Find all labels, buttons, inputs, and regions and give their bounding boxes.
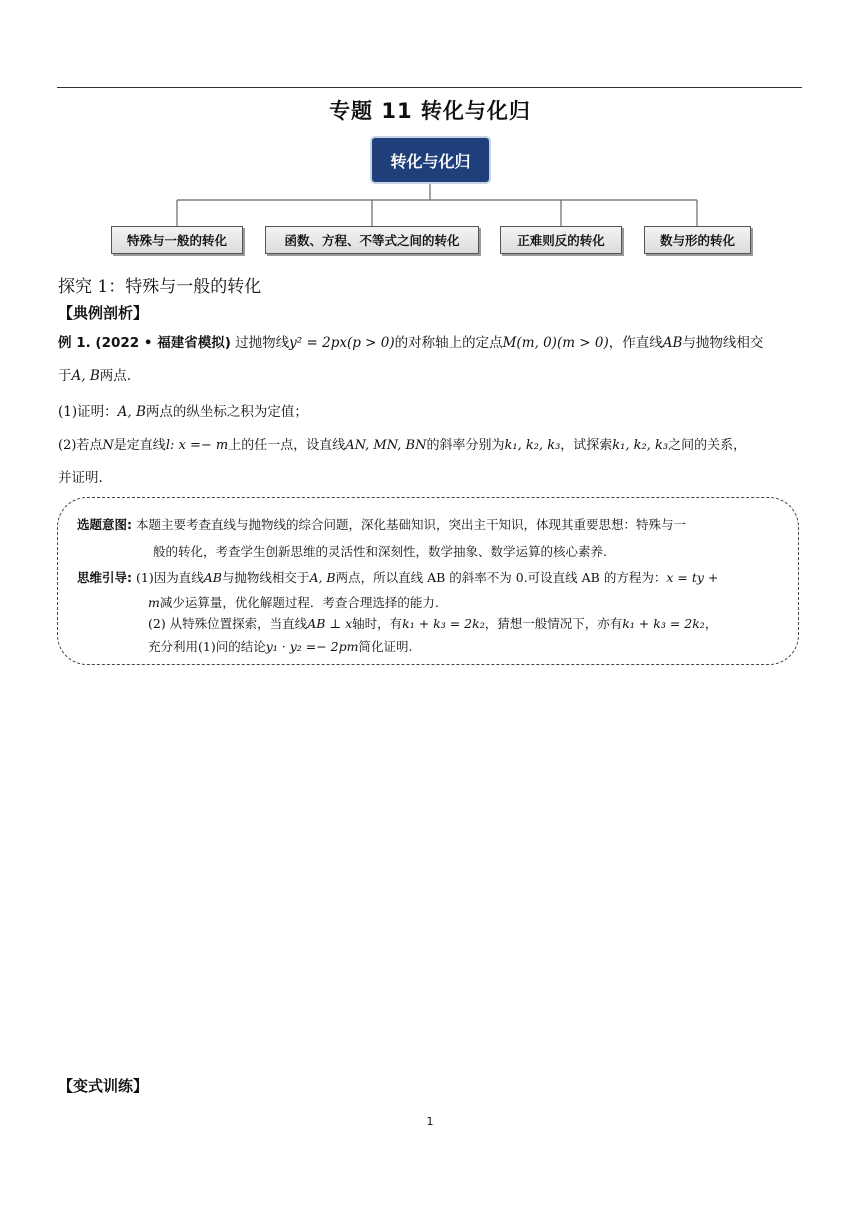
- variant-heading: 【变式训练】: [58, 1077, 149, 1095]
- guide-label: 思维引导:: [77, 570, 132, 585]
- mindmap-root: 转化与化归: [372, 138, 489, 182]
- intent-line-1: [77, 515, 686, 533]
- example-line-2: [58, 366, 131, 386]
- text: 上的任一点，设直线: [228, 438, 346, 453]
- equation: k₁ + k₃ = 2k₂: [622, 616, 705, 631]
- text: 充分利用(1)问的结论: [148, 639, 266, 654]
- equation: M(m, 0)(m > 0): [502, 335, 609, 351]
- question-2-continued: 并证明.: [58, 470, 103, 486]
- mindmap-leaf-reverse: 正难则反的转化: [500, 226, 622, 254]
- equation: N: [102, 438, 114, 453]
- example-label: 例 1. (2022 • 福建省模拟): [58, 335, 231, 351]
- text: 于: [58, 368, 72, 384]
- equation: k₁ + k₃ = 2k₂: [402, 616, 485, 631]
- equation: x = ty +: [666, 570, 719, 585]
- mindmap-leaf-number-shape: 数与形的转化: [644, 226, 751, 254]
- text: 两点的纵坐标之积为定值；: [145, 404, 308, 420]
- equation: y² = 2px(p > 0): [289, 335, 395, 351]
- guide-line-2: [148, 593, 439, 611]
- text: 是定直线: [113, 438, 166, 453]
- text: 简化证明.: [358, 639, 413, 654]
- equation: y₁ · y₂ =− 2pm: [265, 639, 359, 654]
- equation: k₁, k₂, k₃: [612, 438, 669, 453]
- text: 之间的关系，: [668, 438, 747, 453]
- section-heading: 探究 1：特殊与一般的转化: [58, 277, 262, 297]
- text: ，试探索: [560, 438, 613, 453]
- text: 本题主要考查直线与抛物线的综合问题，深化基础知识，突出主干知识，体现其重要思想：特殊与一: [135, 517, 686, 532]
- text: ，猜想一般情况下，亦有: [484, 616, 623, 631]
- intent-label: 选题意图:: [77, 517, 132, 532]
- text: 与抛物线相交于: [221, 570, 310, 585]
- intent-line-2: 般的转化，考查学生创新思维的灵活性和深刻性，数学抽象、数学运算的核心素养.: [153, 544, 607, 559]
- text: 的斜率分别为: [426, 438, 505, 453]
- question-1: [58, 402, 308, 422]
- equation: AN, MN, BN: [345, 438, 427, 453]
- equation: AB ⊥ x: [307, 616, 353, 631]
- text: 过抛物线: [235, 335, 290, 351]
- equation: AB: [203, 570, 222, 585]
- text: (1)证明：: [58, 404, 118, 420]
- text: 的对称轴上的定点: [394, 335, 503, 351]
- text: (2)若点: [58, 438, 103, 453]
- text: 两点，所以直线 AB 的斜率不为 0.可设直线 AB 的方程为：: [335, 570, 667, 585]
- guide-line-1: [77, 568, 718, 586]
- text: 与抛物线相交: [682, 335, 764, 351]
- text: (2) 从特殊位置探索，当直线: [148, 616, 308, 631]
- text: (1)因为直线: [135, 570, 204, 585]
- page-number: 1: [426, 1115, 434, 1128]
- equation: l: x =− m: [165, 438, 229, 453]
- guide-line-4: [148, 637, 412, 655]
- text: ，: [704, 616, 718, 631]
- text: 轴时，有: [352, 616, 403, 631]
- equation: A, B: [71, 368, 100, 384]
- equation: A, B: [309, 570, 336, 585]
- example-subheading: 【典例剖析】: [58, 304, 149, 322]
- text: ，作直线: [608, 335, 663, 351]
- mindmap-leaf-special-general: 特殊与一般的转化: [111, 226, 243, 254]
- equation: A, B: [117, 404, 146, 420]
- equation: AB: [662, 335, 683, 351]
- equation: m: [148, 595, 160, 610]
- guide-line-3: [148, 614, 717, 632]
- document-title: 专题 11 转化与化归: [329, 99, 531, 123]
- text: 两点.: [99, 368, 132, 384]
- question-2: [58, 436, 746, 456]
- mindmap-connectors: [0, 0, 860, 260]
- text: 减少运算量，优化解题过程．考查合理选择的能力.: [159, 595, 439, 610]
- equation: k₁, k₂, k₃: [504, 438, 561, 453]
- mindmap-leaf-function-equation: 函数、方程、不等式之间的转化: [265, 226, 479, 254]
- example-line-1: [58, 333, 763, 353]
